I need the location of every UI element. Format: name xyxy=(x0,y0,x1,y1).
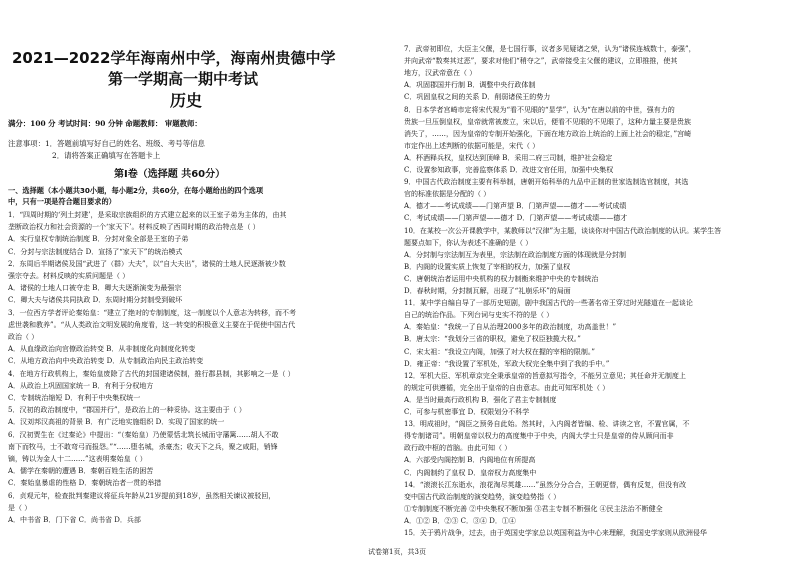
right-question-line: 12．军机大臣、军机章京完全秉承皇帝的旨意拟写指令，不能另立意见；其任命并无制度上 xyxy=(404,371,686,380)
right-question-line: C．宋太祖：“我设立内阁，加强了对大权在握的宰相的限制。” xyxy=(404,347,596,356)
right-question-line: A．德才——考试成绩——门第声望 B．门第声望——德才——考试成绩 xyxy=(404,202,627,211)
left-question-line: 5．汉初的政治制度中，“郡国并行”，是政治上的一种妥协。这主要由于（ ） xyxy=(8,406,246,415)
right-question-line: D．雍正帝：“我设置了军机处，军政大权完全集中到了我的手中。” xyxy=(404,359,610,368)
left-question-line: C．专制统治缩短 D．有利于中央集权统一 xyxy=(8,394,141,402)
left-question-line: 南下而牧马，士不敢弯弓而报怨。”“……堕名城，杀豪杰；收天下之兵，聚之咸阳，销锋 xyxy=(8,442,278,451)
exam-title-term: 第一学期高一期中考试 xyxy=(108,70,259,88)
left-question-line: A．从血缘政治向官僚政治转变 B．从非制度化向制度化转变 xyxy=(8,345,196,354)
right-question-line: 15．关于鸦片战争，过去，由于英国史学家总以英国利益为中心来理解，我国史学家则从欧洲侵华 xyxy=(404,529,707,537)
right-question-line: C．唐朝统治者运用中央机构的权力制衡来维护中央的专制统治 xyxy=(404,274,599,283)
left-question-line: A．儒学在秦朝的遭遇 B．秦朝百姓生活的困苦 xyxy=(8,467,154,476)
exam-meta: 满分：100 分 考试时间：90 分钟 命题教师： 审题教师： xyxy=(8,119,202,128)
left-question-line: A．汉刘邦汉高祖的背景 B．有广泛地实施组织 D．实现了国家的统一 xyxy=(8,418,225,427)
left-question-line: 垄断政治权力和社会资源的一个‘家天下’。材料反映了西周时期的政治特点是（ ） xyxy=(8,223,260,232)
right-question-line: C．内阁制约了皇权 D．皇帝权力高度集中 xyxy=(404,468,537,477)
right-question-line: 10．在某校一次公开课教学中，某教师以“汉律”为主题，谈谈你对中国古代政治制度的认识。某学生答 xyxy=(404,226,722,235)
left-question-line: 6．汉初贾生在《过秦论》中提出：“（秦始皇）乃使蒙恬北筑长城而守藩篱……胡人不敢 xyxy=(8,430,279,439)
section-heading: 第Ⅰ卷（选择题 共60分） xyxy=(114,169,226,180)
left-question-line: 1．“四周时期的‘列土封建’，是采取宗族组织的方式建立起来的以王室子弟为主体的，由其 xyxy=(8,211,287,219)
right-question-line: 并向武帝“数奏其过恶”，要求对他们“稍夺之”，武帝接受主父偃的建议，立即推推，使其 xyxy=(404,57,678,66)
left-question-line: 镝，铸以为金人十二……”这表明秦始皇（ ） xyxy=(8,455,147,463)
right-question-line: 的规定可供遵循，完全出于皇帝的自由意志。由此可知军机处（ ） xyxy=(404,383,610,392)
exam-title-schools: 2021—2022学年海南州中学，海南州贵德中学 xyxy=(12,49,336,67)
exam-title-subject: 历史 xyxy=(170,91,203,110)
right-question-line: A．①② B．②③ C．③④ D．①④ xyxy=(404,516,516,525)
right-question-line: 11．某中学自编自导了一部历史短剧，剧中我国古代的一些著名帝王穿过时光隧道在一起谈论 xyxy=(404,299,693,308)
right-question-line: 消失了，……，因为皇帝的专制开始强化，下面在地方政治上统治的上面上社会的稳定，”宫崎 xyxy=(404,129,692,138)
left-question-line: 虑世袭和教养”。“从人类政治文明发展的角度看，这一转变的积极意义主要在于促使中国古代 xyxy=(8,320,296,329)
right-question-line: B．内阁的设置实质上恢复了宰相的权力，加强了皇权 xyxy=(404,262,571,271)
right-question-line: C．考试成绩——门第声望——德才 D．门第声望——考试成绩——德才 xyxy=(404,214,628,223)
right-question-line: A．秦始皇：“我统一了自从治理2000多年的政治制度，功高盖世！” xyxy=(404,323,617,332)
left-question-line: C．从地方政治向中央政治转变 D．从专制政治向民主政治转变 xyxy=(8,357,204,366)
right-question-line: 市定作出上述判断的依据可能是，宋代（ ） xyxy=(404,141,540,150)
right-question-line: 14．“滚滚长江东逝水，浪花淘尽英雄……”虽然分分合合，王朝更替，偶有反复，但没有改 xyxy=(404,480,687,489)
right-question-line: A．分封制与宗法制互为表里，宗法制在政治制度方面的体现就是分封制 xyxy=(404,250,627,259)
right-question-line: A．是当时最高行政机构 B．强化了君主专制制度 xyxy=(404,395,557,404)
left-question-line: 6．贞观元年，检查批判秦建议将征兵年龄从21岁提前到18岁，虽然相关谏议被驳回， xyxy=(8,491,276,500)
right-question-line: C．巩固皇权之间的关系 D．削弱诸侯王的势力 xyxy=(404,93,551,102)
left-question-line: 强宗夺去。材料反映的实质问题是（ ） xyxy=(8,272,130,280)
notice-line-2: 2．请将答案正确填写在答题卡上 xyxy=(52,151,161,160)
right-question-line: A．杯酒释兵权，皇权达到顶峰 B．采用二府三司制，维护社会稳定 xyxy=(404,153,613,162)
right-question-line: A．巩固郡国并行制 B．调整中央行政体制 xyxy=(404,81,536,90)
right-question-line: 政行政中枢的首脑。由此可知（ ） xyxy=(404,444,512,453)
left-question-line: 3．一位西方学者评论秦始皇：“建立了绝对的专制制度，这一制度以个人意志为转移，而不考 xyxy=(8,308,297,317)
right-question-line: 7．武帝初即位，大臣主父偃，是七国行事，议者多见疑诸之荣，认为“诸侯连城数十，泰强”， xyxy=(404,45,696,53)
right-question-line: 贵族一旦压倒皇权，皇帝就常被废立，宋以后，便看不见眼的不见眼了，这种力量主要是贵族 xyxy=(404,117,691,126)
right-question-line: C．设置参知政事，完善监察体系 D．改进文官任用，加强中央集权 xyxy=(404,166,614,174)
left-question-line: A．从政治上巩固国家统一 B．有利于分权地方 xyxy=(8,381,154,390)
left-question-line: 4．在地方行政机构上，秦始皇废除了古代的封国建诸侯制，推行郡县制，其影响之一是（ ） xyxy=(8,369,295,378)
right-question-line: 自己的统治作品。下列台词与史实不符的是（ ） xyxy=(404,311,554,320)
left-question-line: 2．东周后半期诸侯及国“武进了（群）大夫”，以“自大夫出”，诸侯的土地人民逐渐被少数 xyxy=(8,259,286,268)
right-question-line: B．唐太宗：“我划分三省的职权，避免了权臣独揽大权。” xyxy=(404,335,581,344)
right-question-line: 题要点如下，你认为表述不准确的是（ ） xyxy=(404,238,533,247)
right-question-line: A．六部受内阁控制 B．内阁地位有所提高 xyxy=(404,456,536,465)
right-question-line: 得专制诸司”。明朝皇帝以权力的高度集中于中央，内阁大学士只是皇帝的侍从顾问而非 xyxy=(404,432,674,441)
right-question-line: C．可参与机密事宜 D．权限划分不科学 xyxy=(404,408,530,416)
right-question-line: ①专制制度不断完善 ②中央集权不断加强 ③君主专制不断强化 ④民主法治不断健全 xyxy=(404,504,663,513)
right-question-line: 8．日本学者宫崎市定将宋代视为“看不见眼的“显学”，认为“在唐以前的中世，强有力的 xyxy=(404,105,675,114)
right-question-line: 地方，汉武帝意在（ ） xyxy=(404,69,477,78)
left-question-line: C．卿大夫与诸侯共同执政 D．东周时期分封制受到破坏 xyxy=(8,296,183,305)
left-question-line: A．诸侯的土地人口被夺走 B．卿大夫逐渐演变为最强宗 xyxy=(8,284,182,293)
left-question-line: 是（ ） xyxy=(8,503,32,512)
page-footer: 试卷第1页，共3页 xyxy=(368,548,426,556)
right-question-line: 9．中国古代政治制度主要有科举制，唐朝开始科举的九品中正制的世家选制选官制度，其选 xyxy=(404,178,689,187)
left-question-line: 政治（ ） xyxy=(8,333,39,341)
section-intro-2: 中，只有一项是符合题目要求的） xyxy=(8,197,116,206)
left-question-line: A．中书省 B．门下省 C．尚书省 D．兵部 xyxy=(8,516,141,524)
right-question-line: 官的标准依据是分配的（ ） xyxy=(404,190,491,199)
notice-line-1: 注意事项：1．答题前填写好自己的姓名、班级、考号等信息 xyxy=(8,139,205,148)
right-question-line: 13．明成祖时，“阁臣之预务自此始。然其时，入内阁者皆编、检、讲读之官，不置官属，不 xyxy=(404,420,690,429)
left-question-line: C．秦始皇暴虐的性格 D．秦朝统治者一贯的举措 xyxy=(8,479,162,488)
section-intro-1: 一、选择题（本小题共30小题，每小题2分，共60分，在每小题给出的四个选项 xyxy=(8,186,264,195)
left-question-line: A．实行皇权专制统治制度 B．分封对象全部是王室的子弟 xyxy=(8,235,189,244)
left-question-line: C．分封与宗法制度结合 D．宣扬了“家天下”的统治模式 xyxy=(8,247,183,256)
right-question-line: 变中国古代政治制度的演变趋势，演变趋势指（ ） xyxy=(404,492,561,501)
right-question-line: D．春秋时期，分封制瓦解，出现了“礼崩乐坏”的局面 xyxy=(404,287,571,295)
